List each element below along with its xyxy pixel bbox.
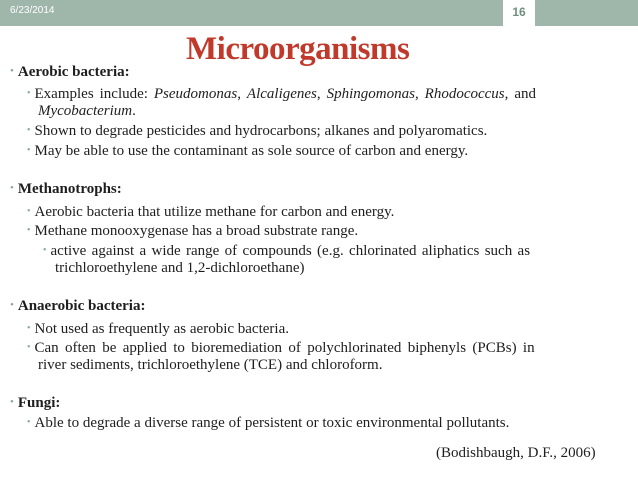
bullet-aerobic-examples: • Examples include: Pseudomonas, Alcaligenes, Sphingomonas, Rhodococcus, and (27, 86, 536, 102)
bullet-aerobic-item2: • Shown to degrade pesticides and hydrocarbons; alkanes and polyaromatics. (27, 123, 488, 139)
bullet-icon: • (27, 323, 31, 334)
bullet-icon: • (10, 396, 14, 408)
bullet-aerobic-heading: • Aerobic bacteria: (10, 64, 130, 80)
bullet-icon: • (27, 342, 31, 353)
bullet-anaerobic-item1: • Not used as frequently as aerobic bacteria. (27, 321, 289, 337)
bullet-methanotrophs-sub1: • active against a wide range of compounds (e.g. chlorinated aliphatics such as (43, 243, 531, 259)
slide-date: 6/23/2014 (10, 5, 55, 16)
bullet-icon: • (10, 182, 14, 194)
bullet-icon: • (27, 206, 31, 217)
bullet-anaerobic-item2: • Can often be applied to bioremediation of polychlorinated biphenyls (PCBs) in (27, 340, 535, 356)
bullet-aerobic-item3: • May be able to use the contaminant as sole source of carbon and energy. (27, 143, 469, 159)
bullet-icon: • (43, 245, 47, 256)
bullet-icon: • (27, 145, 31, 156)
bullet-methanotrophs-sub1-cont: trichloroethylene and 1,2-dichloroethane) (55, 260, 305, 276)
slide-title: Microorganisms (186, 31, 410, 67)
bullet-icon: • (27, 225, 31, 236)
bullet-methanotrophs-heading: • Methanotrophs: (10, 181, 122, 197)
bullet-icon: • (27, 125, 31, 136)
bullet-fungi-item1: • Able to degrade a diverse range of persistent or toxic environmental pollutants. (27, 415, 510, 431)
bullet-methanotrophs-item1: • Aerobic bacteria that utilize methane for carbon and energy. (27, 204, 395, 220)
bullet-icon: • (10, 65, 14, 77)
slide-header-bar (0, 0, 638, 26)
bullet-fungi-heading: • Fungi: (10, 395, 61, 411)
bullet-anaerobic-item2-cont: river sediments, trichloroethylene (TCE) and chloroform. (38, 357, 383, 373)
bullet-aerobic-examples-cont: Mycobacterium. (38, 103, 136, 119)
citation: (Bodishbaugh, D.F., 2006) (436, 445, 596, 461)
slide-number: 16 (503, 0, 535, 26)
bullet-icon: • (10, 299, 14, 311)
bullet-anaerobic-heading: • Anaerobic bacteria: (10, 298, 146, 314)
bullet-methanotrophs-item2: • Methane monooxygenase has a broad substrate range. (27, 223, 359, 239)
bullet-icon: • (27, 417, 31, 428)
bullet-icon: • (27, 88, 31, 99)
